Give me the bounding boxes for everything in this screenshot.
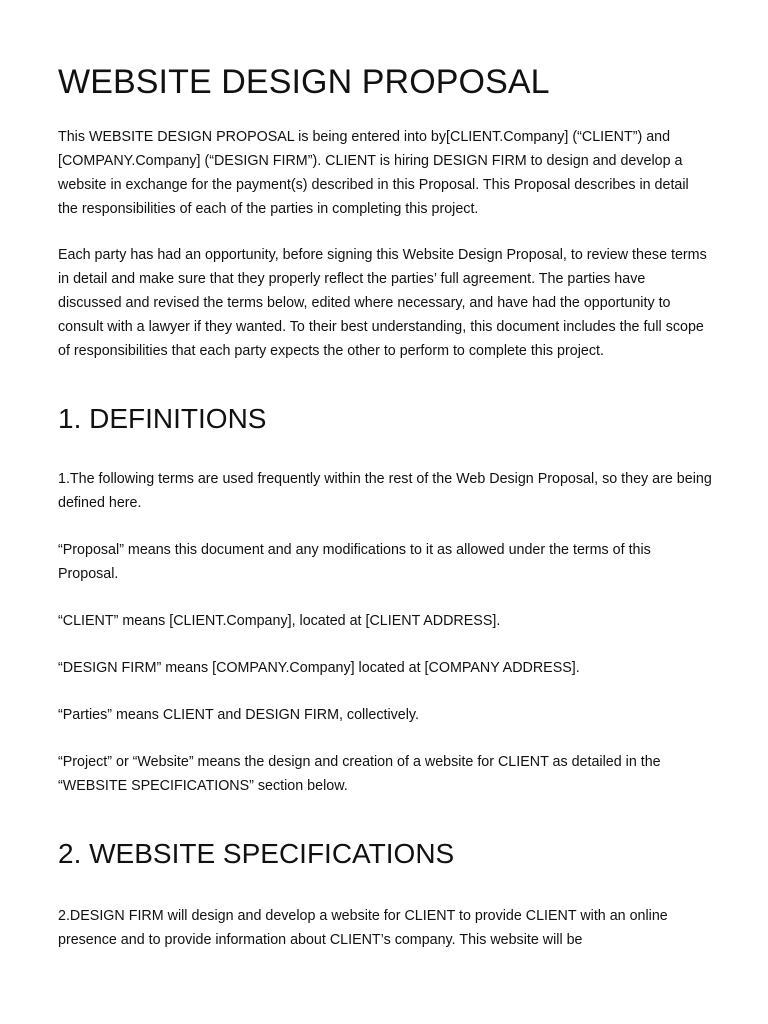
definition-item-project: “Project” or “Website” means the design and creation of a website for CLIENT as detailed in the “WEBSITE SPECIFICATIONS” section below.: [58, 754, 661, 794]
section-heading-definitions: 1. DEFINITIONS: [58, 403, 267, 434]
definition-item-proposal: “Proposal” means this document and any modifications to it as allowed under the terms of this Proposal.: [58, 542, 651, 582]
definition-item-design-firm: “DESIGN FIRM” means [COMPANY.Company] located at [COMPANY ADDRESS].: [58, 660, 580, 676]
specifications-intro: 2.DESIGN FIRM will design and develop a website for CLIENT to provide CLIENT with an online presence and to provide information about CLIENT’s company. This website will be: [58, 908, 668, 948]
definition-item-parties: “Parties” means CLIENT and DESIGN FIRM, collectively.: [58, 707, 419, 723]
intro-paragraph: Each party has had an opportunity, before signing this Website Design Proposal, to review these terms in detail and make sure that they properly reflect the parties’ full agreement. The parties have discussed and revised the terms below, edited where necessary, and have had the opportunity to consult with a lawyer if they wanted. To their best understanding, this document includes the full scope of responsibilities that each party expects the other to perform to complete this project.: [58, 247, 707, 359]
intro-paragraph: This WEBSITE DESIGN PROPOSAL is being entered into by[CLIENT.Company] (“CLIENT”) and [COMPANY.Company] (“DESIGN FIRM”). CLIENT is hiring DESIGN FIRM to design and develop a website in exchange for the payment(s) described in this Proposal. This Proposal describes in detail the responsibilities of each of the parties in completing this project.: [58, 129, 689, 217]
definition-item-client: “CLIENT” means [CLIENT.Company], located at [CLIENT ADDRESS].: [58, 613, 501, 629]
document-title: WEBSITE DESIGN PROPOSAL: [58, 63, 550, 101]
definitions-intro: 1.The following terms are used frequently within the rest of the Web Design Proposal, so they are being defined here.: [58, 471, 712, 511]
section-heading-specifications: 2. WEBSITE SPECIFICATIONS: [58, 838, 455, 869]
